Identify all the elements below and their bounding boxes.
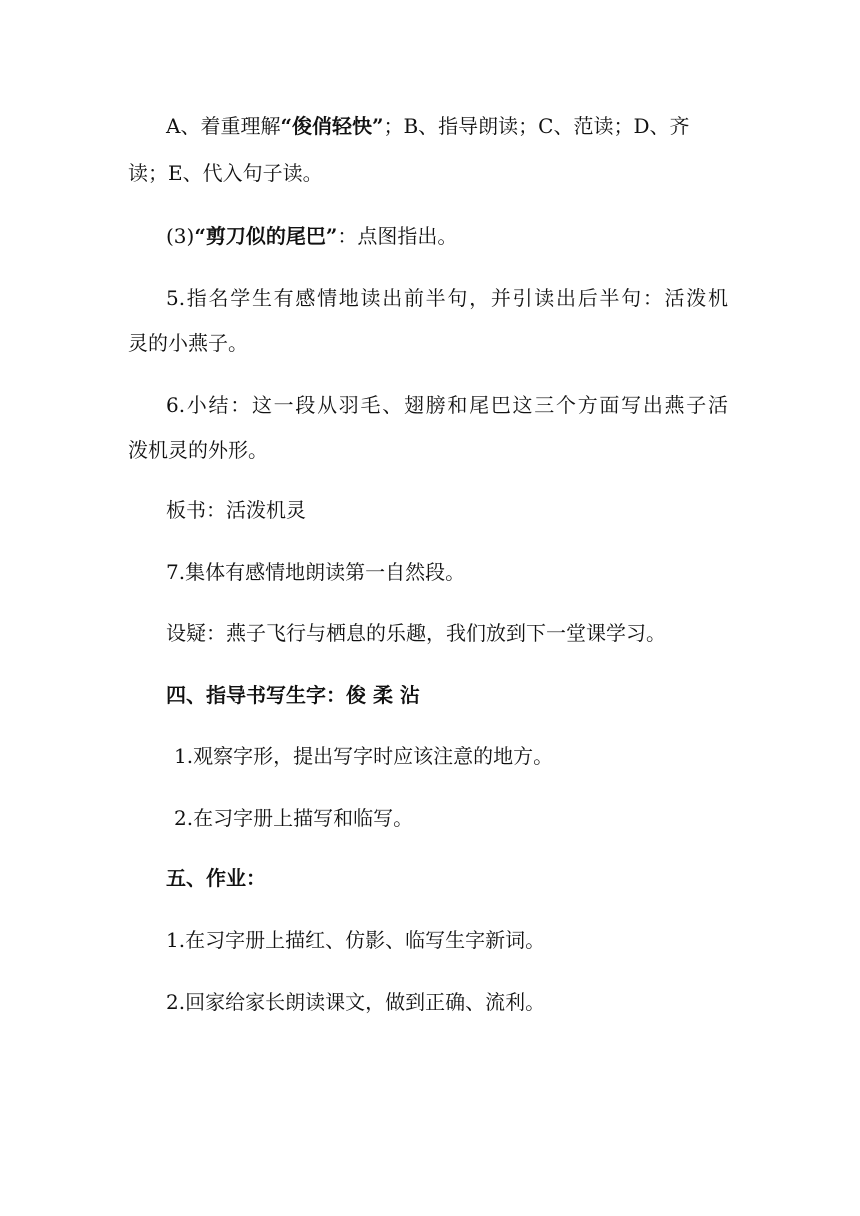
paragraph-line: [166, 112, 690, 140]
paragraph-line: 7.集体有感情地朗读第一自然段。: [166, 560, 466, 584]
paragraph-text: 读；E、代入句子读。: [128, 161, 323, 185]
list-item: 2.回家给家长朗读课文，做到正确、流利。: [166, 990, 546, 1014]
section-heading: 四、指导书写生字：俊 柔 沾: [166, 683, 420, 707]
paragraph-text: (3): [166, 224, 195, 248]
emphasis-text: “剪刀似的尾巴”: [194, 224, 338, 248]
paragraph-line: 6.小结：这一段从羽毛、翅膀和尾巴这三个方面写出燕子活: [166, 393, 728, 417]
paragraph-line: 5.指名学生有感情地读出前半句，并引读出后半句：活泼机: [166, 286, 728, 310]
paragraph-text: ；B、指导朗读；C、范读；D、齐: [383, 114, 690, 138]
paragraph-line: 设疑：燕子飞行与栖息的乐趣，我们放到下一堂课学习。: [166, 621, 666, 645]
paragraph-line: 灵的小燕子。: [128, 331, 248, 355]
paragraph-line: 泼机灵的外形。: [128, 438, 268, 462]
paragraph-text: A、着重理解: [166, 114, 281, 138]
list-item: 1.在习字册上描红、仿影、临写生字新词。: [166, 928, 546, 952]
list-item: 1.观察字形，提出写字时应该注意的地方。: [174, 744, 554, 768]
emphasis-text: “俊俏轻快”: [280, 114, 384, 138]
section-heading: 五、作业：: [166, 866, 266, 890]
paragraph-line: 板书：活泼机灵: [166, 498, 306, 522]
list-item: 2.在习字册上描写和临写。: [174, 806, 414, 830]
paragraph-text: ：点图指出。: [337, 224, 458, 248]
paragraph-line: [128, 159, 323, 187]
paragraph-line: [166, 222, 457, 250]
